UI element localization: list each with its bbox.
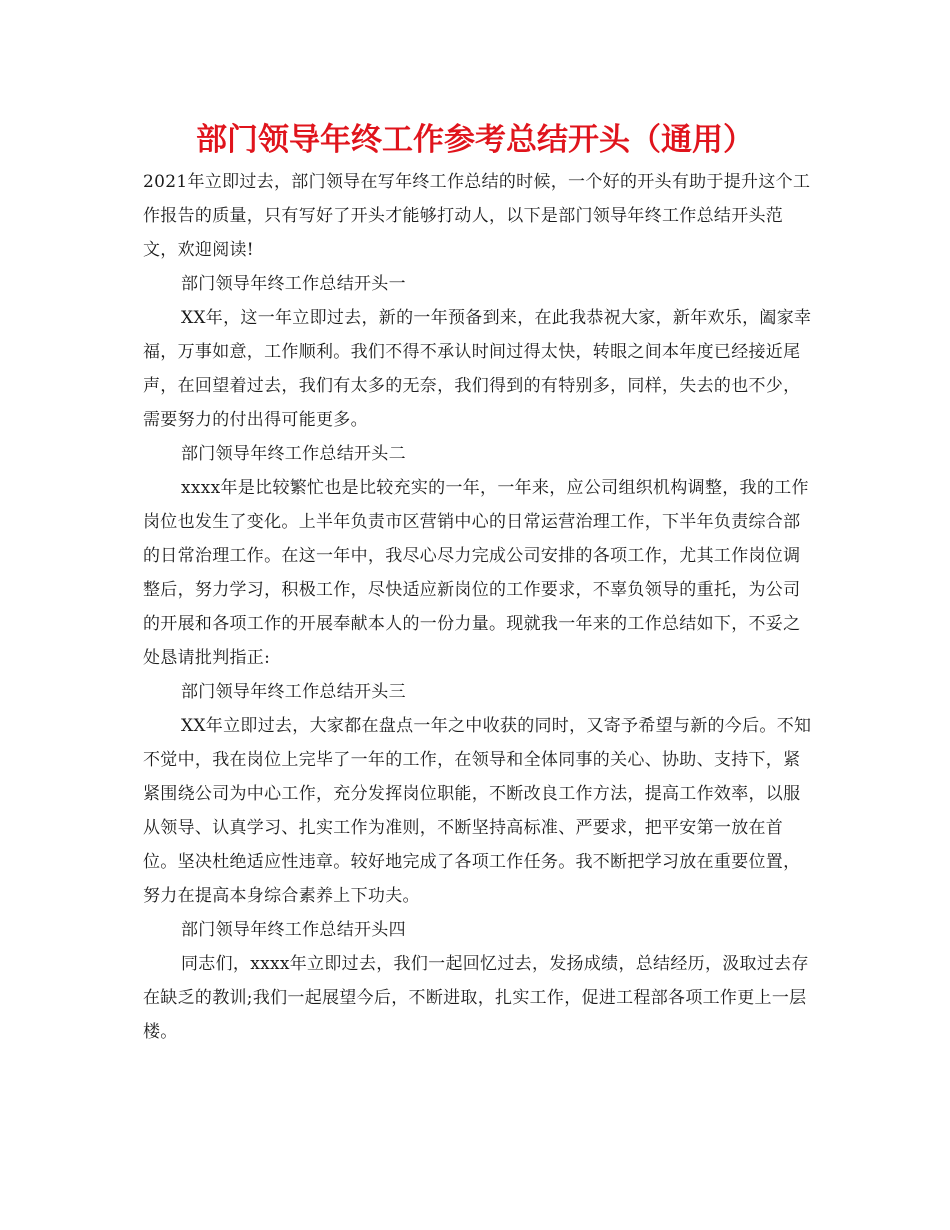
document-title: 部门领导年终工作参考总结开头（通用）: [196, 122, 754, 158]
section-heading-3: 部门领导年终工作总结开头三: [181, 682, 406, 702]
section-paragraph-4: 同志们，xxxx年立即过去，我们一起回忆过去，发扬成绩，总结经历，汲取过去存在缺乏的教训;我们一起展望今后，不断进取，扎实工作，促进工程部各项工作更上一层楼。: [143, 954, 809, 1042]
section-heading-1: 部门领导年终工作总结开头一: [181, 274, 406, 294]
section-heading-2: 部门领导年终工作总结开头二: [181, 444, 406, 464]
section-paragraph-1: XX年，这一年立即过去，新的一年预备到来，在此我恭祝大家，新年欢乐，阖家幸福，万事如意，工作顺利。我们不得不承认时间过得太快，转眼之间本年度已经接近尾声，在回望着过去，我们有太多的无奈，我们得到的有特别多，同样，失去的也不少，需要努力的付出得可能更多。: [143, 308, 812, 430]
section-heading-4: 部门领导年终工作总结开头四: [181, 920, 406, 940]
intro-paragraph: 2021年立即过去，部门领导在写年终工作总结的时候，一个好的开头有助于提升这个工作报告的质量，只有写好了开头才能够打动人，以下是部门领导年终工作总结开头范文，欢迎阅读!: [143, 172, 811, 260]
section-paragraph-3: XX年立即过去，大家都在盘点一年之中收获的同时，又寄予希望与新的今后。不知不觉中，我在岗位上完毕了一年的工作，在领导和全体同事的关心、协助、支持下，紧紧围绕公司为中心工作，充分发挥岗位职能，不断改良工作方法，提高工作效率，以服从领导、认真学习、扎实工作为准则，不断坚持高标准、严要求，把平安第一放在首位。坚决杜绝适应性违章。较好地完成了各项工作任务。我不断把学习放在重要位置，努力在提高本身综合素养上下功夫。: [143, 716, 812, 906]
document-body: [143, 165, 815, 1049]
section-paragraph-2: xxxx年是比较繁忙也是比较充实的一年，一年来，应公司组织机构调整，我的工作岗位也发生了变化。上半年负责市区营销中心的日常运营治理工作，下半年负责综合部的日常治理工作。在这一年中，我尽心尽力完成公司安排的各项工作，尤其工作岗位调整后，努力学习，积极工作，尽快适应新岗位的工作要求，不辜负领导的重托，为公司的开展和各项工作的开展奉献本人的一份力量。现就我一年来的工作总结如下，不妥之处恳请批判指正:: [143, 478, 809, 668]
